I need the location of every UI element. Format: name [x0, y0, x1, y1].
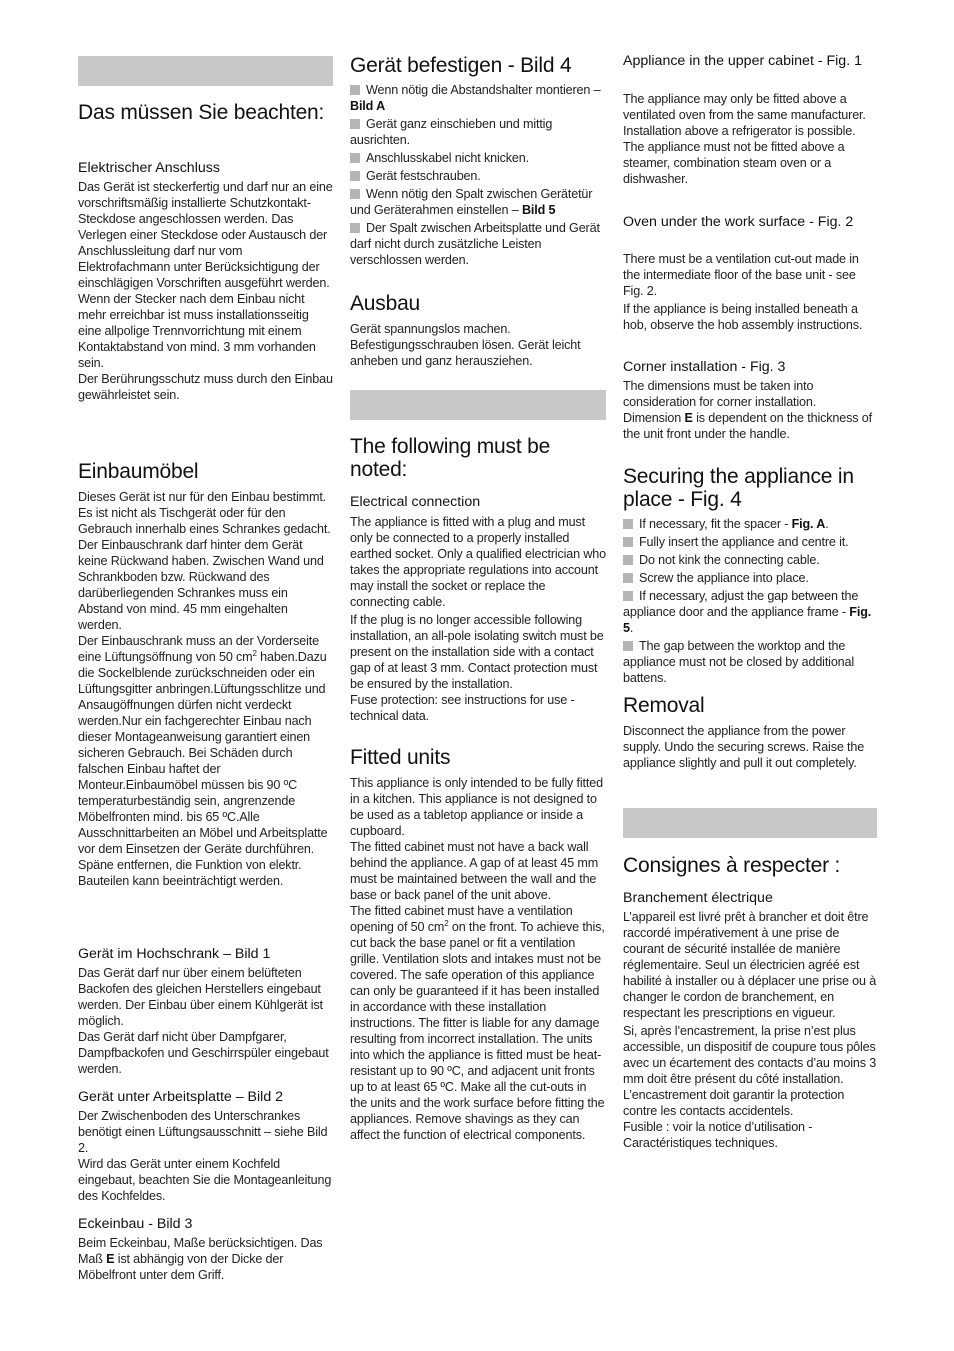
english-corner-title: Corner installation - Fig. 3	[623, 359, 786, 375]
german-secure-item-6: Der Spalt zwischen Arbeitsplatte und Gerät darf nicht durch zusätzliche Leisten verschlossen werden.	[350, 221, 600, 267]
english-secure-list	[623, 516, 877, 686]
german-under-title: Gerät unter Arbeitsplatte – Bild 2	[78, 1089, 284, 1105]
german-secure-item-1: Wenn nötig die Abstandshalter montieren – Bild A	[350, 83, 601, 113]
section-bar-german	[78, 56, 333, 86]
german-units-p2: Der Einbauschrank darf hinter dem Gerät keine Rückwand haben. Zwischen Wand und Schrankboden bzw. Rückwand des darüberliegenden Schrankes muss ein Abstand von mind. 45 mm eingehalten werden.	[78, 538, 324, 632]
section-bar-french	[623, 808, 877, 838]
bullet-square-icon	[623, 573, 633, 583]
english-upper-body	[623, 91, 877, 187]
english-removal-p: Disconnect the appliance from the power supply. Undo the securing screws. Raise the appliance slightly and pull it out completely.	[623, 724, 865, 770]
english-under-title: Oven under the work surface - Fig. 2	[623, 214, 854, 230]
english-secure-item-6: The gap between the worktop and the appliance must not be closed by additional battens.	[623, 639, 855, 685]
french-elec-p2: Si, après l’encastrement, la prise n’est plus accessible, un dispositif de coupure tous pôles avec un écartement des contacts d’au moins 3 mm doit être présent du côté installation.	[623, 1024, 877, 1086]
english-elec-p2: If the plug is no longer accessible following installation, an all-pole isolating switch must be present on the installation side with a contact gap of at least 3 mm. Contact protection must be ensured by the installation.	[350, 613, 604, 691]
german-removal-heading: Ausbau	[350, 292, 421, 315]
german-elec-p1: Das Gerät ist steckerfertig und darf nur an eine vorschriftsmäßig installierte Schutzkontakt-Steckdose angeschlossen werden. Das Verlegen einer Steckdose oder Austausch der Anschlussleitung darf nur vom Elektrofachmann unter Berücksichtigung der einschlägigen Vorschriften ausgeführt werden.	[78, 180, 333, 290]
german-secure-item-3: Anschlusskabel nicht knicken.	[350, 150, 606, 166]
bullet-square-icon	[350, 85, 360, 95]
english-units-p1: This appliance is only intended to be fully fitted in a kitchen. This appliance is not designed to be used as a tabletop appliance or inside a cupboard.	[350, 776, 603, 838]
english-corner-p1: The dimensions must be taken into consideration for corner installation. Dimension E is dependent on the thickness of the unit front under the handle.	[623, 379, 872, 441]
english-removal-heading: Removal	[623, 694, 705, 717]
english-elec-p1: The appliance is fitted with a plug and must only be connected to a properly installed earthed socket. Only a qualified electrician who takes the appropriate regulations into account may install the socket or replace the connecting cable.	[350, 515, 607, 609]
bullet-square-icon	[350, 189, 360, 199]
french-elec-p3: L’encastrement doit garantir la protection contre les contacts accidentels.	[623, 1088, 845, 1118]
german-upper-title: Gerät im Hochschrank – Bild 1	[78, 946, 271, 962]
german-under-body	[78, 1108, 333, 1204]
bullet-square-icon	[623, 591, 633, 601]
english-secure-item-3: Do not kink the connecting cable.	[623, 552, 877, 568]
german-secure-item-4: Gerät festschrauben.	[350, 168, 606, 184]
german-units-p1: Dieses Gerät ist nur für den Einbau bestimmt. Es ist nicht als Tischgerät oder für den Gebrauch innerhalb eines Schrankes gedacht.	[78, 490, 331, 536]
french-elec-p1: L’appareil est livré prêt à brancher et doit être raccordé impérativement à une prise de courant de sécurité installée de manière réglementaire. Seul un électricien agréé est habilité à installer ou à déplacer une prise ou à changer le cordon de branchement, en respectant les prescriptions en vigueur.	[623, 910, 877, 1020]
bullet-square-icon	[623, 519, 633, 529]
english-under-body	[623, 251, 877, 333]
german-secure-item-5: Wenn nötig den Spalt zwischen Gerätetür und Geräterahmen einstellen – Bild 5	[350, 187, 593, 217]
bullet-square-icon	[623, 537, 633, 547]
german-units-body	[78, 489, 333, 889]
english-under-p1: There must be a ventilation cut-out made in the intermediate floor of the base unit - see Fig. 2.	[623, 252, 859, 298]
english-upper-p2: The appliance must not be fitted above a steamer, combination steam oven or a dishwasher.	[623, 140, 845, 186]
section-bar-english	[350, 390, 606, 420]
german-removal-p: Gerät spannungslos machen. Befestigungsschrauben lösen. Gerät leicht anheben und ganz herausziehen.	[350, 322, 581, 368]
english-upper-p1: The appliance may only be fitted above a ventilated oven from the same manufacturer. Installation above a refrigerator is possible.	[623, 92, 866, 138]
german-heading: Das müssen Sie beachten:	[78, 101, 325, 124]
english-elec-p3: Fuse protection: see instructions for use - technical data.	[350, 693, 575, 723]
bullet-square-icon	[623, 641, 633, 651]
german-upper-body	[78, 965, 333, 1077]
english-units-heading: Fitted units	[350, 746, 451, 769]
english-secure-item-4: Screw the appliance into place.	[623, 570, 877, 586]
english-elec-title: Electrical connection	[350, 494, 481, 510]
english-units-p2: The fitted cabinet must not have a back wall behind the appliance. A gap of at least 45 mm must be maintained between the wall and the base or back panel of the unit above.	[350, 840, 599, 902]
german-secure-heading: Gerät befestigen - Bild 4	[350, 54, 572, 77]
english-corner-body	[623, 378, 877, 442]
german-elec-body	[78, 179, 333, 403]
english-secure-item-2: Fully insert the appliance and centre it.	[623, 534, 877, 550]
german-corner-p1: Beim Eckeinbau, Maße berücksichtigen. Das Maß E ist abhängig von der Dicke der Möbelfront unter dem Griff.	[78, 1236, 323, 1282]
english-removal-body	[623, 723, 877, 771]
german-corner-title: Eckeinbau - Bild 3	[78, 1216, 193, 1232]
bullet-square-icon	[350, 153, 360, 163]
german-secure-item-2: Gerät ganz einschieben und mittig ausrichten.	[350, 117, 553, 147]
english-elec-body	[350, 514, 606, 724]
german-corner-body	[78, 1235, 333, 1283]
german-elec-p3: Der Berührungsschutz muss durch den Einbau gewährleistet sein.	[78, 372, 333, 402]
english-units-body	[350, 775, 606, 1143]
german-elec-p2: Wenn der Stecker nach dem Einbau nicht mehr erreichbar ist muss installationsseitig eine allpolige Trennvorrichtung mit einem Kontaktabstand von mind. 3 mm vorhanden sein.	[78, 292, 316, 370]
bullet-square-icon	[350, 171, 360, 181]
german-under-p2: Wird das Gerät unter einem Kochfeld eingebaut, beachten Sie die Montageanleitung des Kochfeldes.	[78, 1157, 332, 1203]
french-elec-p4: Fusible : voir la notice d’utilisation - Caractéristiques techniques.	[623, 1120, 813, 1150]
french-elec-title: Branchement électrique	[623, 890, 773, 906]
english-under-p2: If the appliance is being installed beneath a hob, observe the hob assembly instructions.	[623, 302, 863, 332]
english-secure-heading: Securing the appliance in place - Fig. 4	[623, 465, 854, 511]
french-heading: Consignes à respecter :	[623, 854, 841, 877]
french-elec-body	[623, 909, 877, 1151]
german-under-p1: Der Zwischenboden des Unterschrankes benötigt einen Lüftungsausschnitt – siehe Bild 2.	[78, 1109, 328, 1155]
german-secure-list	[350, 82, 606, 268]
german-elec-title: Elektrischer Anschluss	[78, 160, 220, 176]
english-heading: The following must be noted:	[350, 435, 551, 481]
german-units-heading: Einbaumöbel	[78, 460, 199, 483]
german-units-p3: Der Einbauschrank muss an der Vorderseite eine Lüftungsöffnung von 50 $cm^2$ haben.Dazu die Sockelblende zurückschneiden oder ein Lüftungsgitter anbringen.Lüftungsschlitze und Ansaugöffnungen dürfen nicht verdeckt werden.Nur ein fachgerechter Einbau nach dieser Montageanweisung garantiert einen sicheren Gebrauch. Bei Schäden durch falschen Einbau haftet der Monteur.Einbaumöbel müssen bis 90 ºC temperaturbeständig sein, angrenzende Möbelfronten mind. bis 65 ºC.Alle Ausschnittarbeiten an Möbel und Arbeitsplatte vor dem Einsetzen der Geräte durchführen. Späne entfernen, die Funktion von elektr. Bauteilen kann beeinträchtigt werden.	[78, 634, 328, 888]
bullet-square-icon	[350, 223, 360, 233]
english-secure-item-1: If necessary, fit the spacer - Fig. A.	[623, 516, 877, 532]
german-upper-p1: Das Gerät darf nur über einem belüfteten Backofen des gleichen Herstellers eingebaut werden. Der Einbau über einem Kühlgerät ist möglich.	[78, 966, 323, 1028]
bullet-square-icon	[623, 555, 633, 565]
english-units-p3: The fitted cabinet must have a ventilation opening of 50 $cm^2$ on the front. To achieve this, cut back the base panel or fit a ventilation grille. Ventilation slots and intakes must not be covered. The safe operation of this appliance can only be guaranteed if it has been installed in accordance with these installation instructions. The fitter is liable for any damage resulting from incorrect installation. The units into which the appliance is fitted must be heat-resistant up to 90 ºC, and adjacent unit fronts up to at least 65 ºC. Make all the cut-outs in the units and the work surface before fitting the appliances. Remove shavings as they can affect the function of electrical components.	[350, 904, 605, 1142]
german-upper-p2: Das Gerät darf nicht über Dampfgarer, Dampfbackofen und Geschirrspüler eingebaut werden.	[78, 1030, 329, 1076]
english-upper-title: Appliance in the upper cabinet - Fig. 1	[623, 53, 862, 69]
english-secure-item-5: If necessary, adjust the gap between the appliance door and the appliance frame - Fig. 5.	[623, 589, 872, 635]
bullet-square-icon	[350, 119, 360, 129]
german-removal-body	[350, 321, 606, 369]
